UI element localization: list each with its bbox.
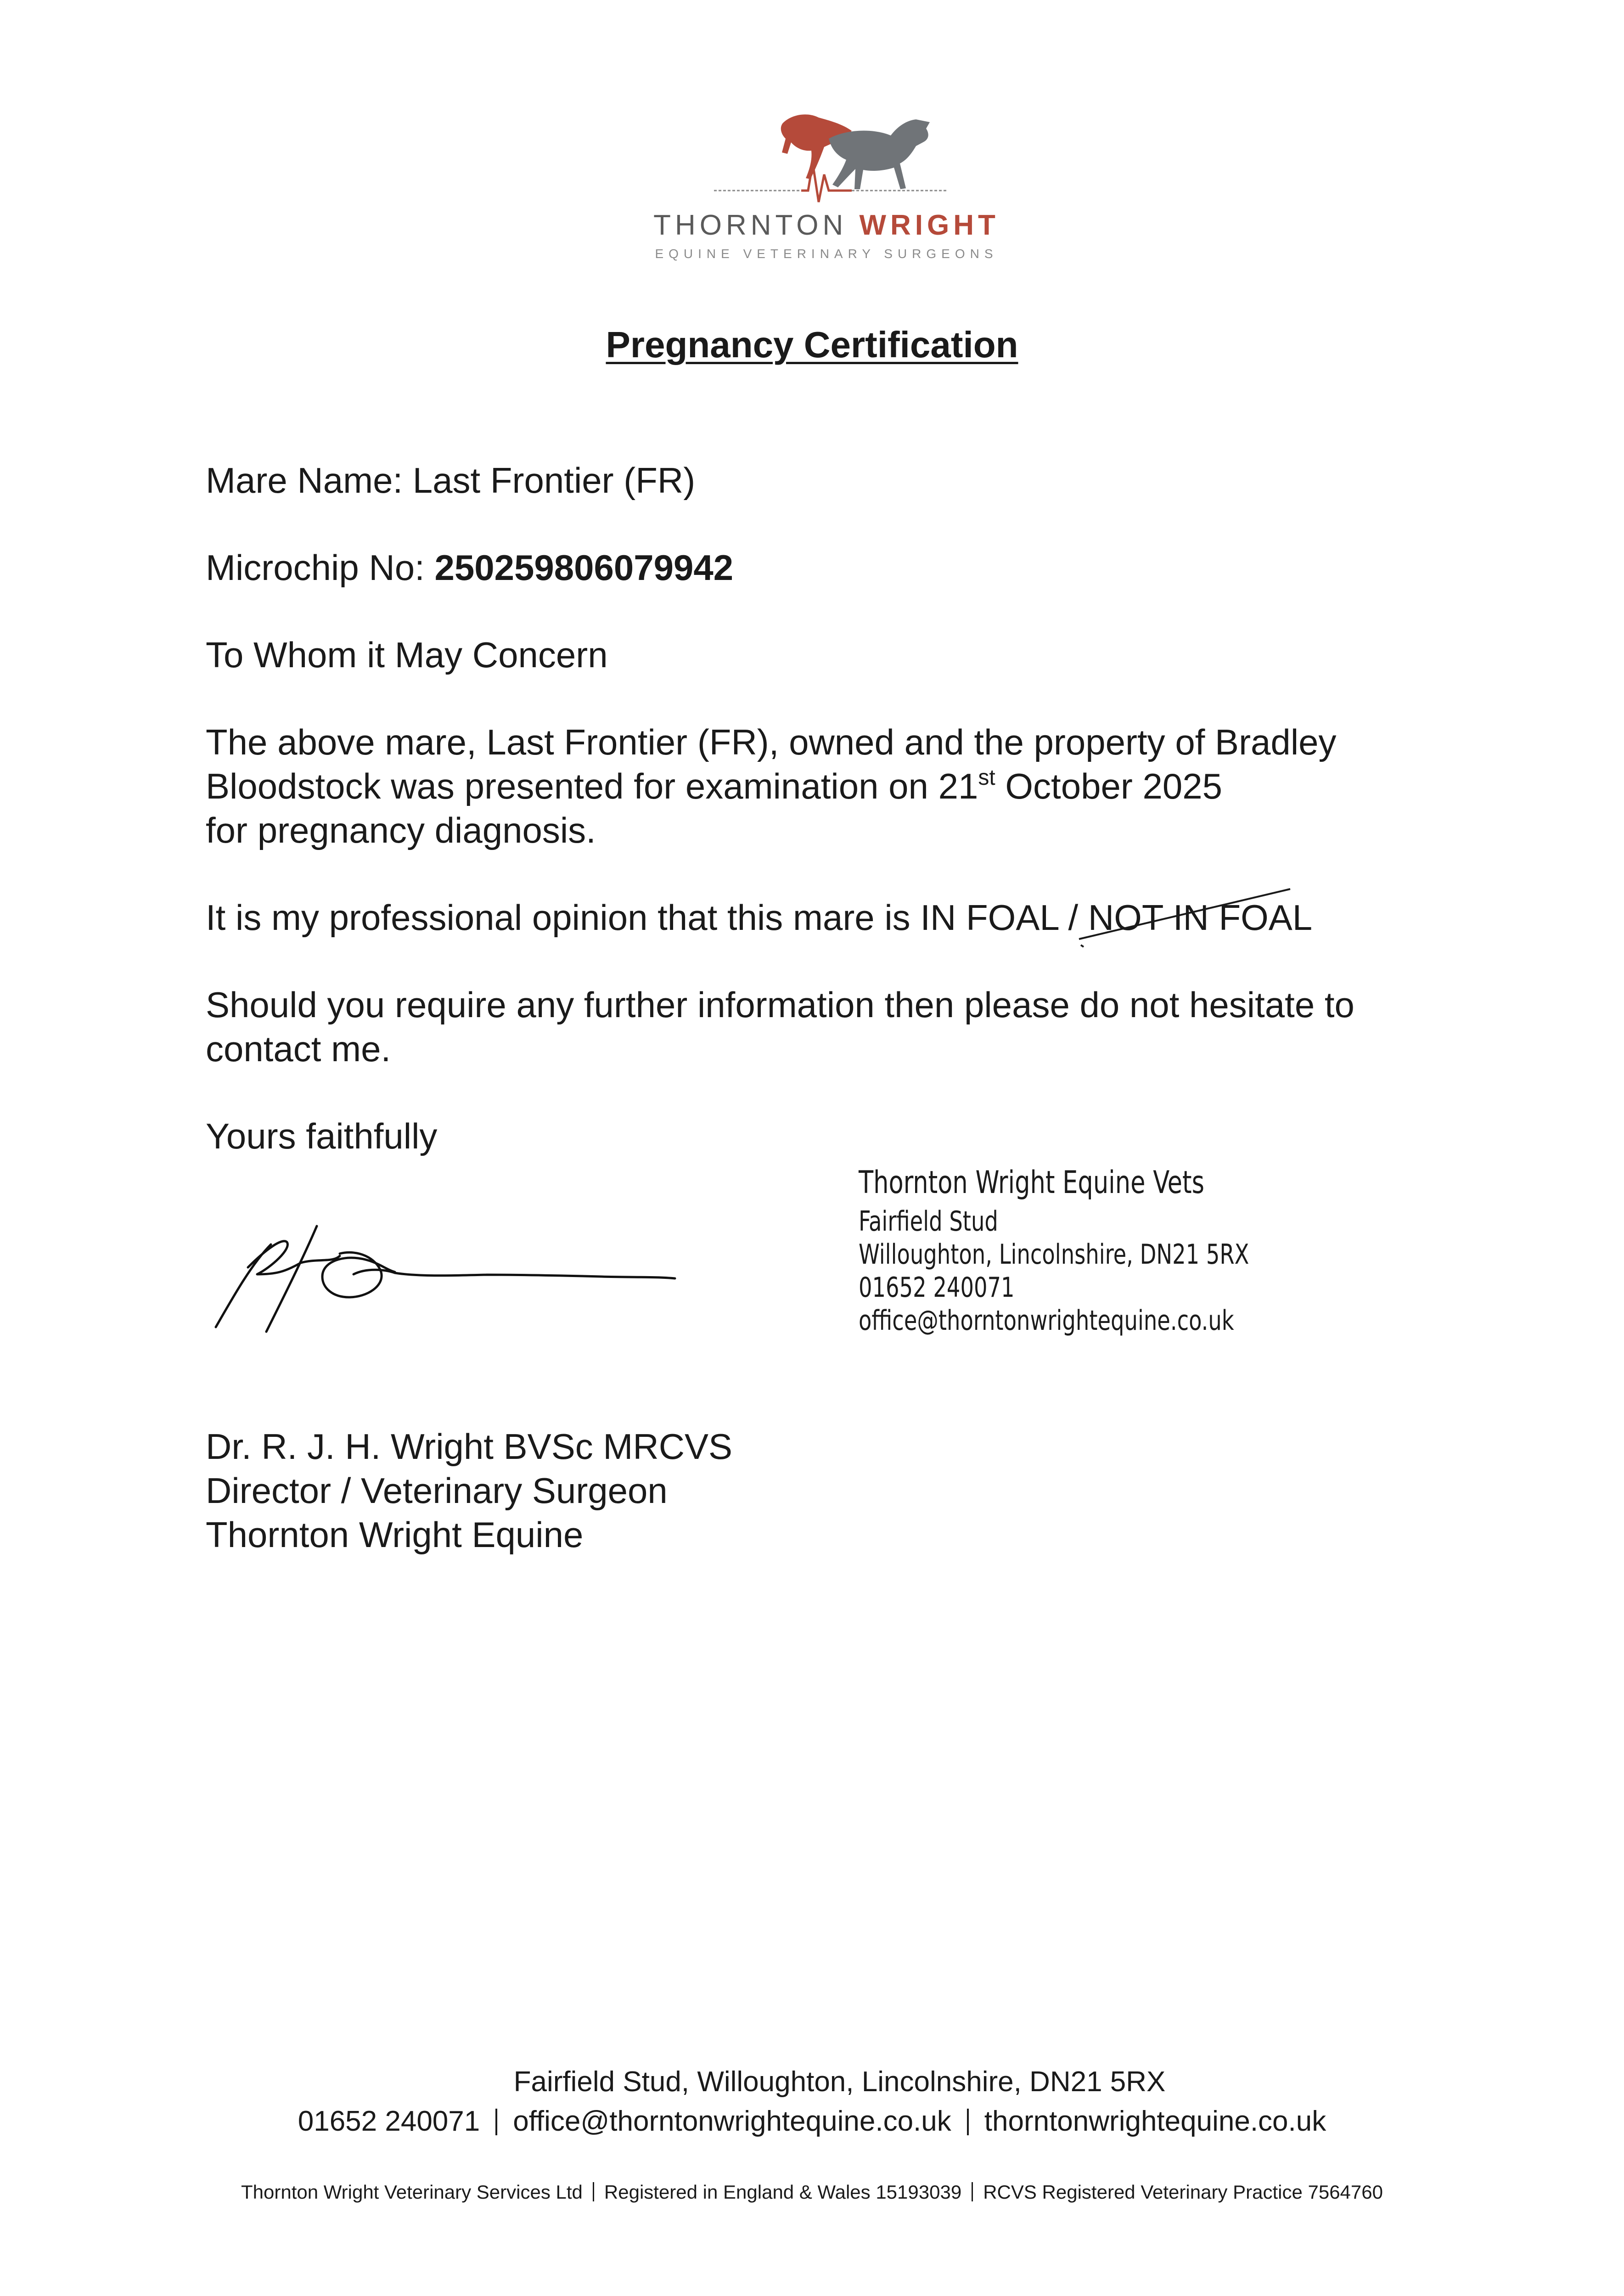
microchip-label: Microchip No: — [206, 547, 435, 588]
footer-website[interactable]: thorntonwrightequine.co.uk — [984, 2105, 1326, 2137]
footer-divider — [967, 2109, 969, 2135]
salutation: To Whom it May Concern — [206, 635, 608, 675]
further-info-line-2: contact me. — [206, 1029, 391, 1069]
stamp-title: Thornton Wright Equine Vets — [859, 1165, 1205, 1201]
paragraph-line-1: The above mare, Last Frontier (FR), owned and the property of Bradley — [206, 722, 1337, 762]
paragraph-line-2: Bloodstock was presented for examination on 21st October 2025 — [206, 765, 1223, 806]
footer-legal-line — [0, 2181, 1624, 2203]
footer-company: Thornton Wright Veterinary Services Ltd — [241, 2181, 583, 2203]
footer-address: Fairfield Stud, Willoughton, Lincolnshire, DN21 5RX — [513, 2066, 1166, 2098]
handwritten-strike-mark — [1074, 886, 1313, 951]
footer-phone: 01652 240071 — [298, 2105, 480, 2137]
stamp-line-4: 01652 240071 — [859, 1272, 1015, 1304]
paragraph-line-3: for pregnancy diagnosis. — [206, 810, 596, 850]
signatory-role: Director / Veterinary Surgeon — [206, 1470, 668, 1511]
microchip-line — [206, 546, 733, 590]
brand-name: THORNTON WRIGHT — [653, 209, 1000, 241]
signature — [202, 1194, 698, 1345]
horse-logo-icon — [714, 110, 948, 204]
footer-divider — [593, 2182, 594, 2201]
signatory-organisation: Thornton Wright Equine — [206, 1514, 584, 1555]
document-title: Pregnancy Certification — [606, 324, 1018, 365]
closing: Yours faithfully — [206, 1116, 438, 1156]
brand-tagline: EQUINE VETERINARY SURGEONS — [655, 247, 998, 261]
further-info-line-1: Should you require any further information then please do not hesitate to — [206, 985, 1354, 1025]
signatory-name: Dr. R. J. H. Wright BVSc MRCVS — [206, 1426, 733, 1467]
stamp-line-3: Willoughton, Lincolnshire, DN21 5RX — [859, 1238, 1249, 1271]
stamp-line-2: Fairfield Stud — [859, 1205, 998, 1238]
footer-rcvs: RCVS Registered Veterinary Practice 7564760 — [983, 2181, 1383, 2203]
footer-divider — [972, 2182, 973, 2201]
footer-divider — [495, 2109, 497, 2135]
footer-contact-line — [0, 2105, 1624, 2138]
opinion-line: It is my professional opinion that this mare is IN FOAL / NOT IN FOAL — [206, 895, 1312, 940]
struck-option: NOT IN FOAL — [1088, 895, 1312, 940]
footer-registration: Registered in England & Wales 15193039 — [604, 2181, 962, 2203]
footer-email[interactable]: office@thorntonwrightequine.co.uk — [513, 2105, 951, 2137]
mare-name-line: Mare Name: Last Frontier (FR) — [206, 460, 696, 501]
stamp-line-5: office@thorntonwrightequine.co.uk — [859, 1305, 1234, 1337]
microchip-number: 250259806079942 — [434, 547, 734, 588]
